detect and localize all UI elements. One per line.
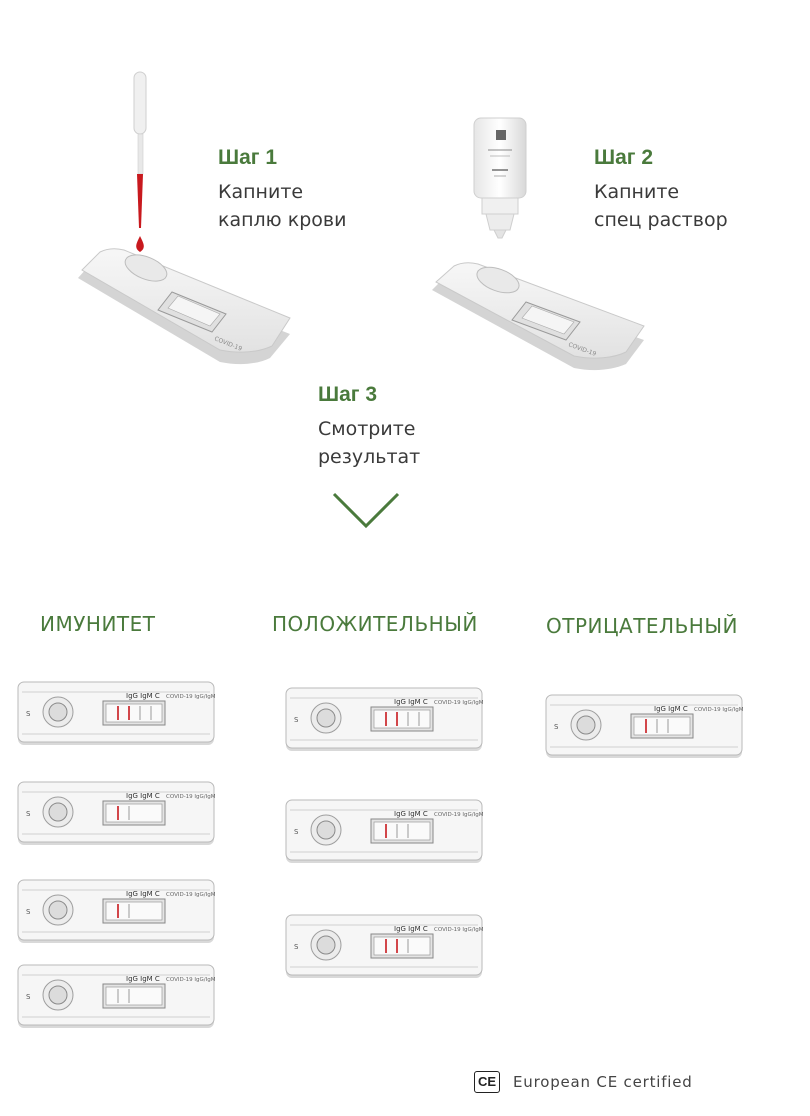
result-cassette: [18, 782, 216, 845]
column-title-immunity: ИМУНИТЕТ: [40, 612, 156, 636]
brand-label: COVID-19 IgG/IgM: [434, 812, 484, 818]
brand-label: COVID-19 IgG/IgM: [166, 977, 216, 983]
result-cassette: [18, 965, 216, 1028]
sample-label: S: [294, 716, 299, 724]
test-cassette-step1: [78, 249, 290, 364]
step-3-title: Шаг 3: [318, 383, 378, 406]
sample-label: S: [294, 943, 299, 951]
column-title-positive: ПОЛОЖИТЕЛЬНЫЙ: [272, 612, 478, 636]
brand-label: COVID-19 IgG/IgM: [434, 927, 484, 933]
step-1-line2: каплю крови: [218, 209, 347, 231]
pipette-icon: [134, 72, 146, 228]
brand-label: COVID-19 IgG/IgM: [434, 700, 484, 706]
line-labels: IgG IgM C: [126, 975, 160, 983]
result-cassette: [286, 688, 484, 751]
sample-label: S: [294, 828, 299, 836]
result-window: [106, 902, 162, 920]
svg-text:COVID-19: COVID-19: [213, 335, 243, 353]
line-labels: IgG IgM C: [126, 792, 160, 800]
brand-label: COVID-19 IgG/IgM: [166, 694, 216, 700]
step-3: [318, 383, 420, 471]
sample-label: S: [26, 993, 31, 1001]
line-labels: IgG IgM C: [394, 925, 428, 933]
sample-label: S: [554, 723, 559, 731]
step-1: [218, 146, 346, 234]
svg-text:COVID-19: COVID-19: [567, 341, 598, 358]
result-cassette: [286, 800, 484, 863]
result-window: [374, 822, 430, 840]
brand-label: COVID-19 IgG/IgM: [166, 794, 216, 800]
result-window: [634, 717, 690, 735]
step-2-title: Шаг 2: [594, 146, 654, 169]
result-window: [106, 804, 162, 822]
chevron-down-icon: [334, 494, 398, 526]
brand-label: COVID-19 IgG/IgM: [166, 892, 216, 898]
reagent-bottle-icon: [474, 118, 526, 238]
step-2-line2: спец раствор: [594, 209, 728, 231]
result-cassette: [546, 695, 744, 758]
sample-label: S: [26, 908, 31, 916]
result-cassette: [18, 880, 216, 943]
line-labels: IgG IgM C: [394, 810, 428, 818]
step-1-title: Шаг 1: [218, 146, 278, 169]
column-title-negative: ОТРИЦАТЕЛЬНЫЙ: [546, 614, 738, 638]
result-window: [374, 937, 430, 955]
line-labels: IgG IgM C: [654, 705, 688, 713]
result-cassettes: [0, 660, 810, 1040]
step-3-line1: Смотрите: [318, 418, 416, 440]
result-window: [106, 704, 162, 722]
step-2: [594, 146, 728, 234]
line-labels: IgG IgM C: [126, 692, 160, 700]
blood-drop-icon: [136, 236, 144, 252]
step-2-line1: Капните: [594, 181, 680, 203]
result-cassette: [286, 915, 484, 978]
sample-label: S: [26, 810, 31, 818]
line-labels: IgG IgM C: [126, 890, 160, 898]
result-window: [374, 710, 430, 728]
result-window: [106, 987, 162, 1005]
result-cassette: [18, 682, 216, 745]
ce-certified-text: European CE certified: [513, 1073, 693, 1091]
sample-label: S: [26, 710, 31, 718]
brand-label: COVID-19 IgG/IgM: [694, 707, 744, 713]
step-3-line2: результат: [318, 446, 421, 468]
test-cassette-step2: [432, 262, 644, 370]
ce-mark-icon: CE: [474, 1071, 500, 1093]
step-1-line1: Капните: [218, 181, 304, 203]
line-labels: IgG IgM C: [394, 698, 428, 706]
